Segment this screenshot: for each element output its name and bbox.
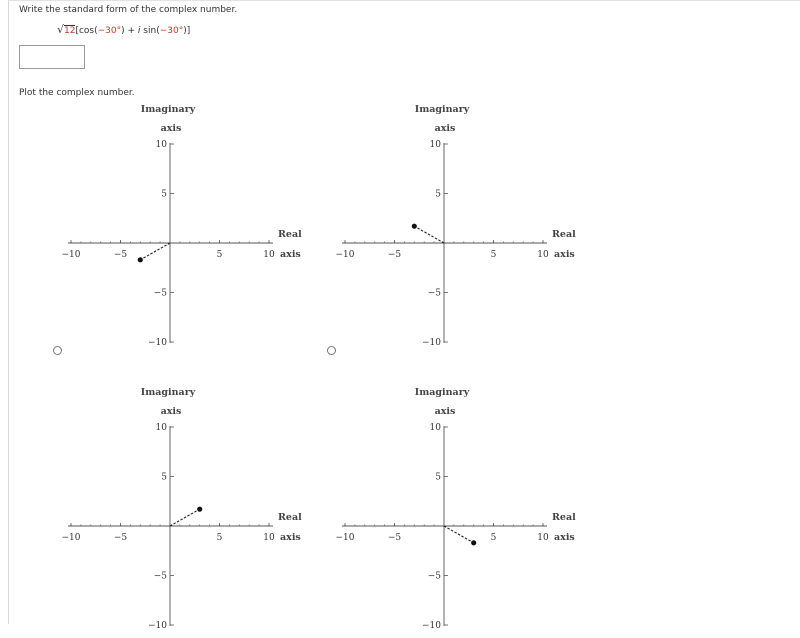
real-axis-tick-label: 10 — [263, 250, 275, 260]
real-axis-title-line1: Real — [552, 229, 576, 240]
real-axis-title-line2: axis — [280, 532, 301, 543]
imaginary-axis-tick-label: −10 — [148, 338, 167, 348]
real-axis-tick-label: −5 — [113, 533, 128, 543]
real-axis-tick-label: −10 — [61, 533, 81, 543]
question1-prompt: Write the standard form of the complex number. — [19, 5, 238, 15]
real-axis-tick-label: 5 — [490, 533, 497, 543]
question2-prompt: Plot the complex number. — [19, 88, 135, 98]
complex-vector-c — [170, 509, 200, 526]
real-axis-tick-label: 5 — [216, 533, 223, 543]
imaginary-axis-title-line2: axis — [160, 406, 182, 417]
answer-input[interactable] — [19, 45, 85, 69]
imaginary-axis-tick-label: 10 — [429, 140, 441, 150]
imaginary-axis-title-line1: Imaginary — [140, 387, 196, 398]
imaginary-axis-tick-label: 5 — [161, 472, 167, 483]
imaginary-axis-title-line2: axis — [160, 123, 182, 134]
complex-vector-b — [414, 226, 444, 243]
sqrt-symbol: √ — [57, 23, 65, 36]
complex-point-a — [138, 257, 143, 262]
real-axis-tick-label: −10 — [335, 533, 355, 543]
real-axis-tick-label: −5 — [387, 250, 402, 260]
imaginary-axis-title-line2: axis — [434, 123, 456, 134]
imaginary-axis-tick-label: 5 — [435, 189, 441, 200]
real-axis-tick-label: −10 — [61, 250, 81, 260]
expr-part4: )] — [183, 26, 191, 36]
expr-part3: sin( — [140, 26, 160, 36]
expr-imaginary-unit: i — [137, 26, 141, 36]
real-axis-tick-label: −10 — [335, 250, 355, 260]
imaginary-axis-tick-label: −5 — [153, 571, 167, 582]
real-axis-tick-label: −5 — [113, 250, 128, 260]
imaginary-axis-tick-label: −10 — [422, 338, 441, 348]
sqrt-radicand: 12 — [64, 26, 76, 36]
expr-angle2: −30° — [159, 26, 184, 36]
real-axis-tick-label: 10 — [263, 533, 275, 543]
left-border — [8, 0, 9, 624]
real-axis-title-line1: Real — [278, 512, 302, 523]
complex-expression — [57, 23, 190, 36]
real-axis-tick-label: 5 — [216, 250, 223, 260]
real-axis-title-line2: axis — [280, 249, 301, 260]
plot-option-b[interactable] — [334, 100, 584, 355]
imaginary-axis-title-line2: axis — [434, 406, 456, 417]
complex-vector-d — [444, 526, 474, 543]
expr-part1: [cos( — [75, 26, 98, 36]
plot-option-a[interactable] — [60, 100, 310, 355]
real-axis-title-line1: Real — [278, 229, 302, 240]
imaginary-axis-tick-label: 10 — [155, 140, 167, 150]
imaginary-axis-tick-label: −5 — [153, 288, 167, 299]
imaginary-axis-tick-label: 5 — [161, 189, 167, 200]
imaginary-axis-title-line1: Imaginary — [140, 104, 196, 115]
complex-vector-a — [140, 243, 170, 260]
expr-part2: ) + — [121, 26, 138, 36]
imaginary-axis-title-line1: Imaginary — [414, 387, 470, 398]
top-border — [8, 0, 800, 1]
imaginary-axis-tick-label: 10 — [155, 423, 167, 433]
plot-option-c[interactable] — [60, 383, 310, 638]
imaginary-axis-tick-label: 5 — [435, 472, 441, 483]
imaginary-axis-tick-label: −10 — [148, 621, 167, 631]
complex-point-b — [412, 224, 417, 229]
real-axis-tick-label: −5 — [387, 533, 402, 543]
real-axis-tick-label: 10 — [537, 250, 549, 260]
imaginary-axis-tick-label: −5 — [427, 571, 441, 582]
complex-point-d — [471, 540, 476, 545]
real-axis-tick-label: 5 — [490, 250, 497, 260]
real-axis-title-line2: axis — [554, 249, 575, 260]
real-axis-title-line1: Real — [552, 512, 576, 523]
imaginary-axis-tick-label: −5 — [427, 288, 441, 299]
complex-point-c — [197, 507, 202, 512]
imaginary-axis-title-line1: Imaginary — [414, 104, 470, 115]
plot-option-d[interactable] — [334, 383, 584, 638]
imaginary-axis-tick-label: −10 — [422, 621, 441, 631]
expr-angle1: −30° — [97, 26, 122, 36]
real-axis-title-line2: axis — [554, 532, 575, 543]
imaginary-axis-tick-label: 10 — [429, 423, 441, 433]
real-axis-tick-label: 10 — [537, 533, 549, 543]
